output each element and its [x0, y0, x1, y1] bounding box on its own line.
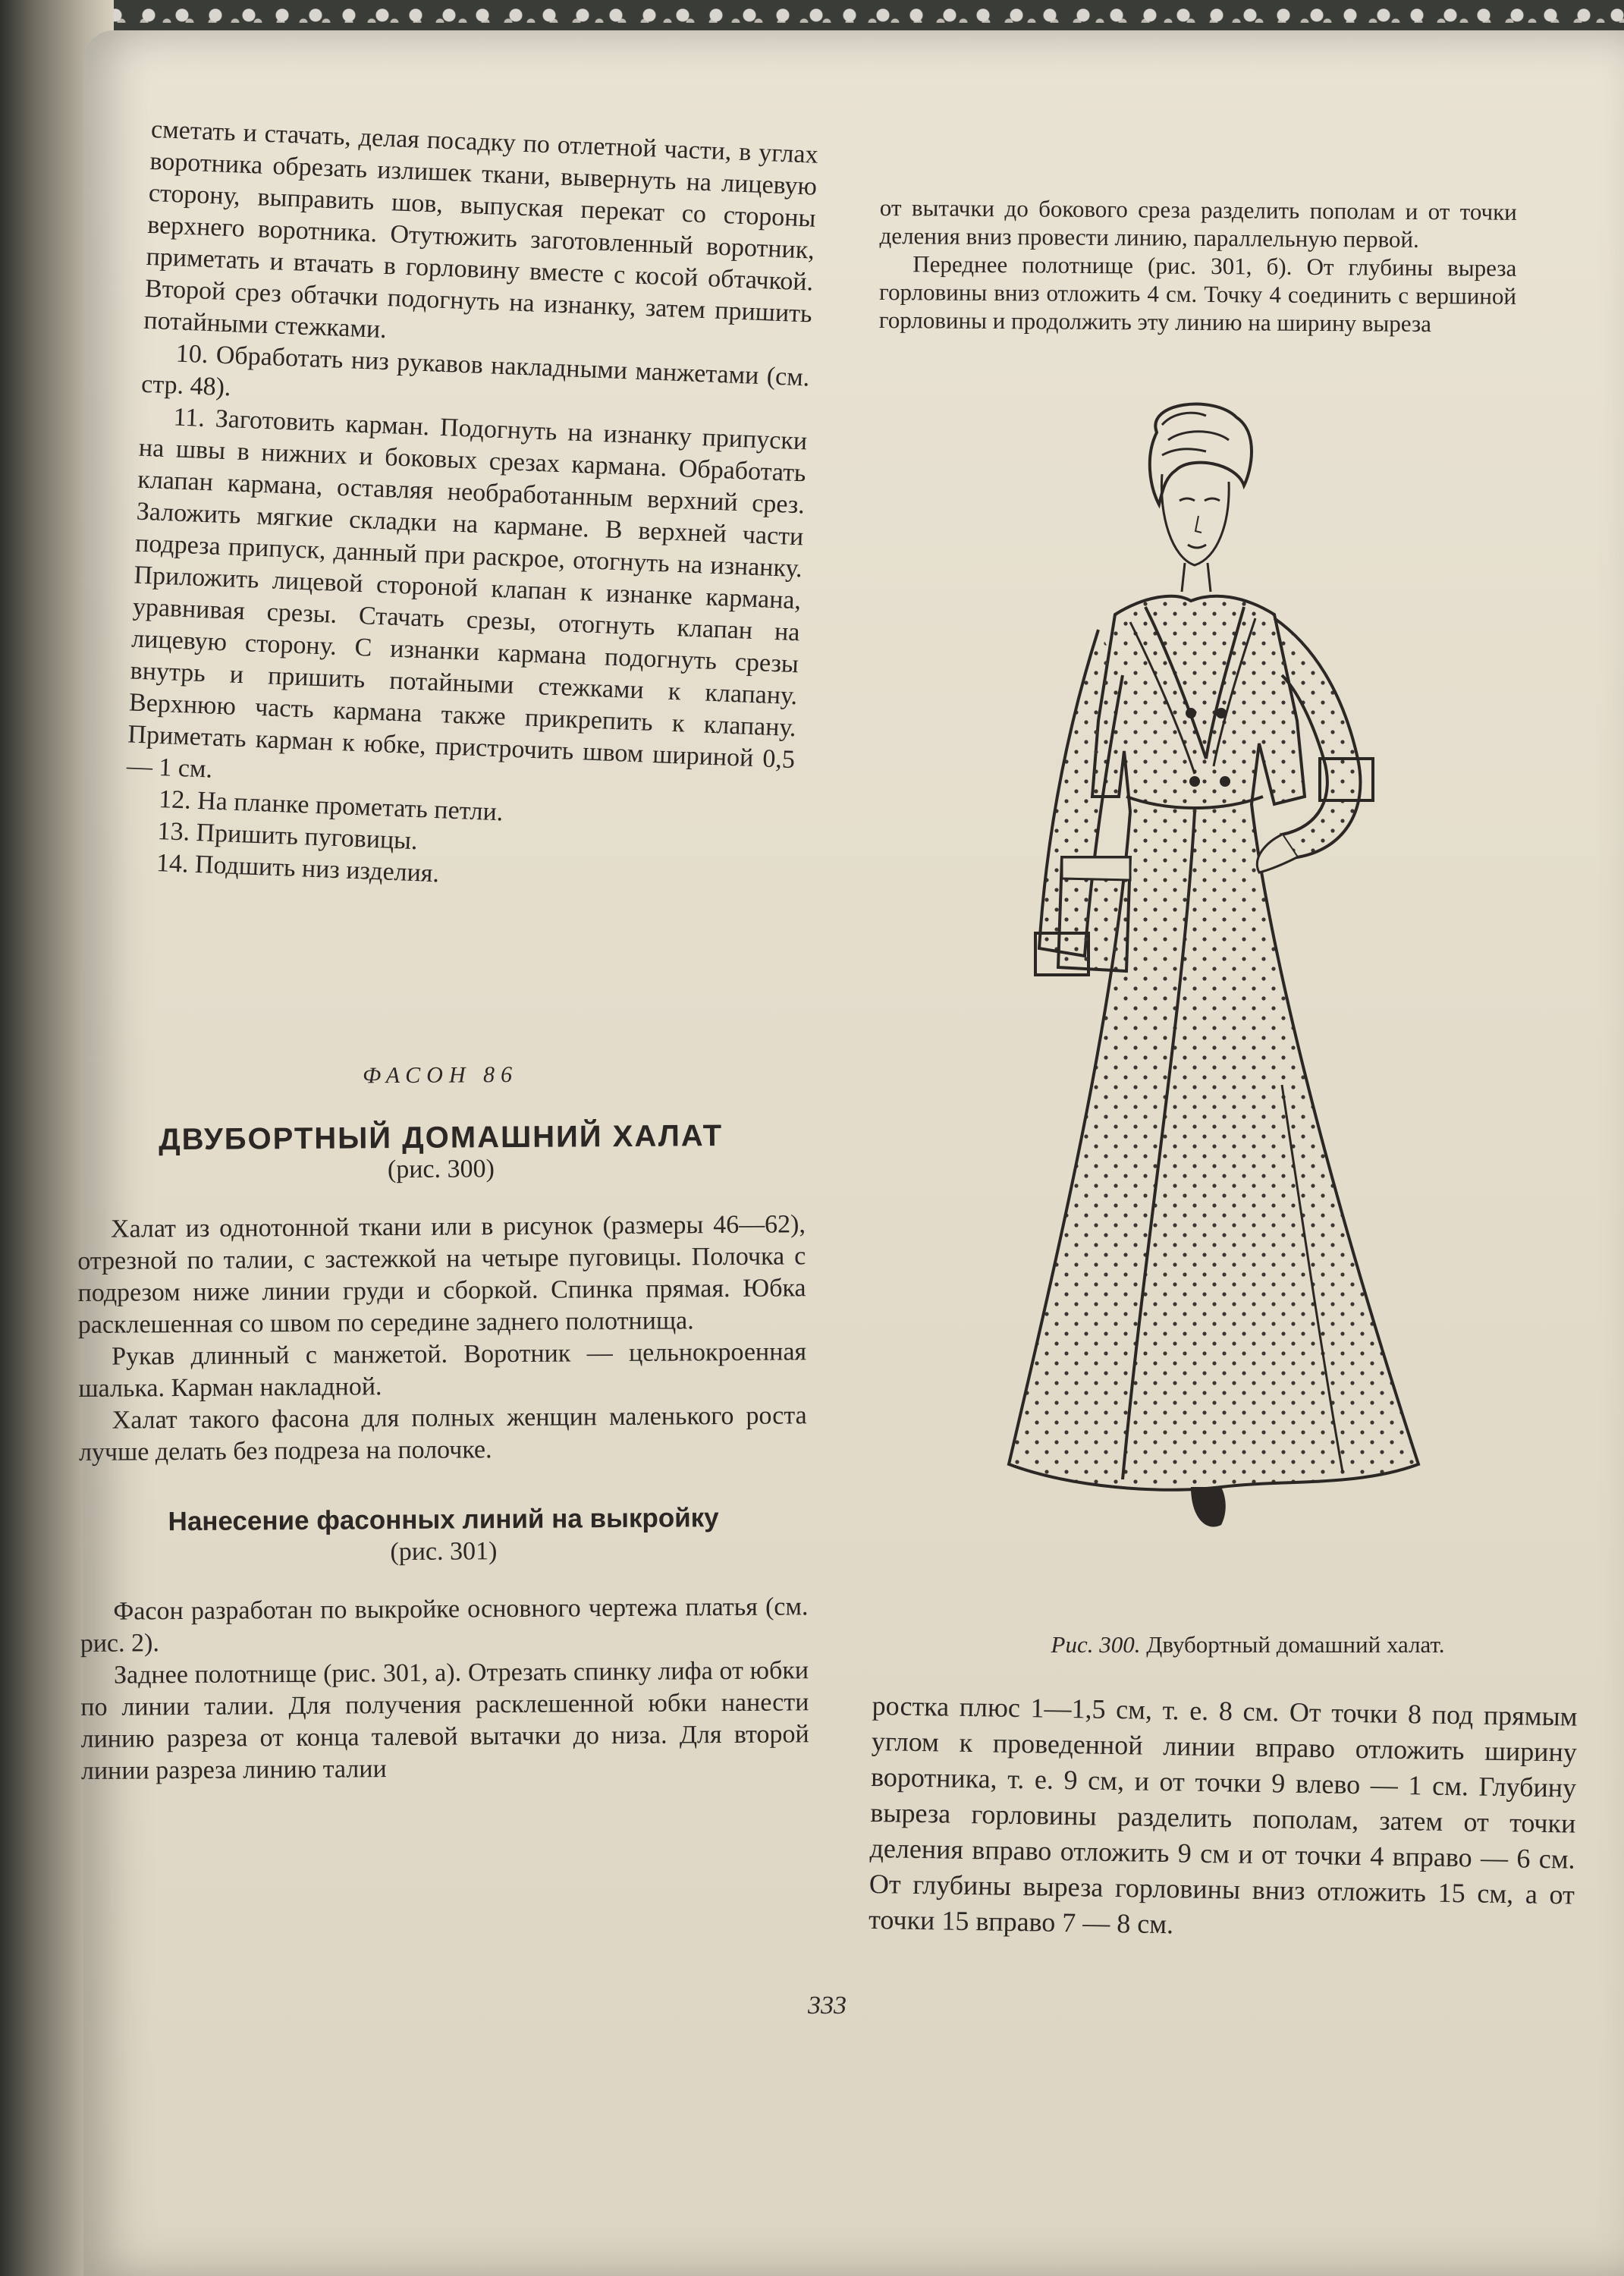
step-11: 11. Заготовить карман. Подогнуть на изнанку припуски на швы в нижних и боковых срезах кармана. Обработать клапан кармана, оставляя необработанным верхний срез. Заложить мягкие складки на кармане. В верхней части подреза припуск, данный при раскрое, отогнуть на изнанку. Приложить лицевой стороной клапан к изнанке кармана, уравнивая срезы. Стачать срезы, отогнуть клапан на лицевую сторону. С изнанки кармана подогнуть срезы внутрь и пришить потайными стежками к клапану. Верхнюю часть кармана также прикрепить к клапану. Приметать карман к юбке, пристрочить швом шириной 0,5— 1 см. [126, 403, 808, 784]
step-12: 12. На планке прометать петли. [158, 785, 504, 827]
style-section [76, 1011, 809, 1787]
description-paragraph: Халат такого фасона для полных женщин маленького роста лучше делать без подреза на полочке. [78, 1401, 807, 1467]
section-title-ref: (рис. 300) [387, 1155, 495, 1184]
description-paragraph: Рукав длинный с манжетой. Воротник — цельнокроенная шалька. Карман накладной. [78, 1338, 807, 1403]
method-paragraph: Заднее полотнище (рис. 301, а). Отрезать спинку лифа от юбки по линии талии. Для получения расклешенной юбки нанести линию разреза от конца талевой вытачки до низа. Для второй линии разреза линию талии [80, 1656, 809, 1785]
left-column-instructions [122, 114, 818, 904]
step-10: 10. Обработать низ рукавов накладными манжетами (см. стр. 48). [140, 339, 810, 402]
paragraph: сметать и стачать, делая посадку по отлетной части, в углах воротника обрезать излишек ткани, вывернуть на лицевую сторону, выправить шов, выпуская перекат со стороны верхнего воротника. Отутюжить заготовленный воротник, приметать и втачать в горловину вместе с косой обтачкой. Второй срез обтачки подогнуть на изнанку, затем пришить потайными стежками. [143, 115, 819, 344]
paragraph: ростка плюс 1—1,5 см, т. е. 8 см. От точки 8 под прямым углом к проведенной линии вправо отложить ширину воротника, т. е. 9 см, и от точки 9 влево — 1 см. Глубину выреза горловины разделить пополам, затем от точки деления вправо отложить 9 см и от точки 4 вправо — 6 см. От глубины выреза горловины вниз отложить 15 см, а от точки 15 вправо 7 — 8 см. [868, 1690, 1578, 1940]
step-13: 13. Пришить пуговицы. [157, 817, 419, 856]
section-title: ДВУБОРТНЫЙ ДОМАШНИЙ ХАЛАТ [158, 1119, 724, 1157]
subheading: Нанесение фасонных линий на выкройку [168, 1503, 719, 1537]
paragraph: Переднее полотнище (рис. 301, б). От глубины выреза горловины вниз отложить 4 см. Точку 4 соединить с вершиной горловины и продолжить эту линию на ширину выреза [878, 250, 1517, 338]
caption-text: Двубортный домашний халат. [1146, 1631, 1445, 1658]
caption-label: Рис. 300. [1051, 1631, 1141, 1658]
step-14: 14. Подшить низ изделия. [155, 848, 440, 888]
page-number: 333 [808, 1992, 847, 2020]
robe-illustration [963, 402, 1479, 1608]
description-paragraph: Халат из однотонной ткани или в рисунок (размеры 46—62), отрезной по талии, с застежкой на четыре пуговицы. Полочка с подрезом ниже линии груди и сборкой. Спинка прямая. Юбка расклешенная со швом по середине заднего полотнища. [77, 1210, 806, 1339]
right-column-top [879, 193, 1517, 338]
method-paragraph: Фасон разработан по выкройке основного чертежа платья (см. рис. 2). [80, 1592, 809, 1658]
figure-caption [982, 1631, 1513, 1658]
subheading-ref: (рис. 301) [390, 1537, 498, 1567]
right-column-bottom [869, 1688, 1578, 1949]
style-label: ФАСОН 86 [362, 1061, 519, 1089]
paragraph: от вытачки до бокового среза разделить пополам и от точки деления вниз провести линию, параллельную первой. [879, 193, 1517, 253]
